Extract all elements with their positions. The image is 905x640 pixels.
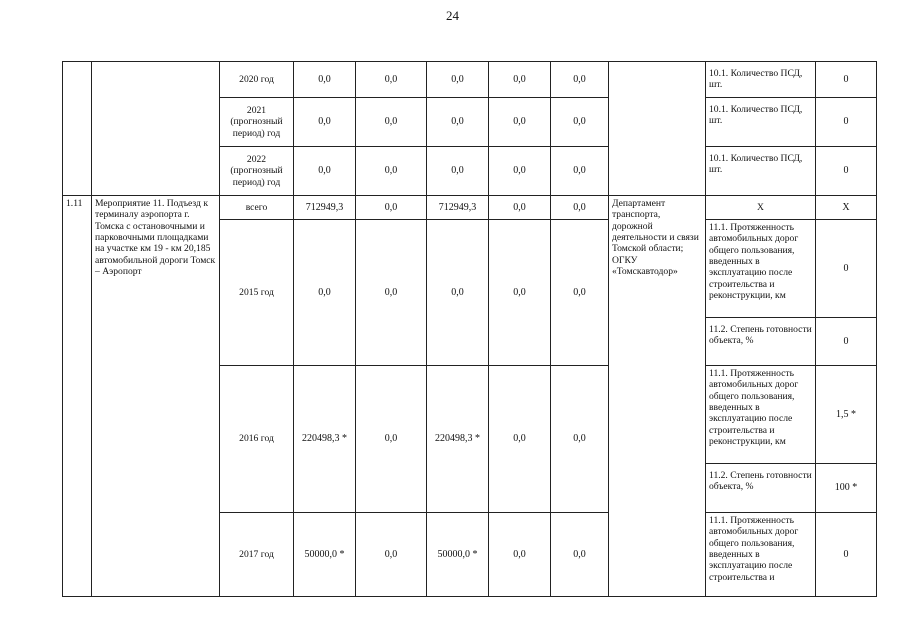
value-cell: 0,0	[356, 62, 427, 98]
value-cell: 220498,3 *	[294, 366, 356, 513]
number-cell-empty	[63, 62, 92, 196]
indicator-value-cell: 0	[816, 147, 877, 196]
year-cell: 2020 год	[220, 62, 294, 98]
measure-name-cell: Мероприятие 11. Подъезд к терминалу аэропорта г. Томска с остановочными и парковочными площадками на участке км 19 - км 20,185 автомобильной дороги Томск – Аэропорт	[92, 196, 220, 597]
indicator-value-cell: Х	[816, 196, 877, 220]
executor-cell: Департамент транспорта, дорожной деятельности и связи Томской области; ОГКУ «Томскавтодор»	[609, 196, 706, 597]
indicator-value-cell: 0	[816, 513, 877, 597]
value-cell: 0,0	[427, 98, 489, 147]
value-cell: 0,0	[551, 366, 609, 513]
year-cell: 2022 (прогнозный период) год	[220, 147, 294, 196]
table-row	[63, 62, 877, 98]
indicator-value-cell: 1,5 *	[816, 366, 877, 464]
indicator-cell: 10.1. Количество ПСД, шт.	[706, 98, 816, 147]
value-cell: 0,0	[551, 513, 609, 597]
year-cell: 2021 (прогнозный период) год	[220, 98, 294, 147]
indicator-cell: 11.2. Степень готовности объекта, %	[706, 464, 816, 513]
value-cell: 0,0	[427, 147, 489, 196]
year-cell: 2015 год	[220, 220, 294, 366]
value-cell: 0,0	[551, 147, 609, 196]
indicator-cell: 11.1. Протяженность автомобильных дорог общего пользования, введенных в эксплуатацию после строительства и реконструкции, км	[706, 366, 816, 464]
value-cell: 0,0	[427, 220, 489, 366]
value-cell: 0,0	[294, 220, 356, 366]
measure-number-cell: 1.11	[63, 196, 92, 597]
page-number: 24	[446, 8, 459, 23]
indicator-cell: 10.1. Количество ПСД, шт.	[706, 147, 816, 196]
value-cell: 0,0	[551, 98, 609, 147]
value-cell: 220498,3 *	[427, 366, 489, 513]
indicator-cell: 11.1. Протяженность автомобильных дорог общего пользования, введенных в эксплуатацию после строительства и реконструкции, км	[706, 220, 816, 318]
indicator-value-cell: 0	[816, 318, 877, 366]
value-cell: 0,0	[294, 98, 356, 147]
value-cell: 50000,0 *	[294, 513, 356, 597]
indicator-cell: Х	[706, 196, 816, 220]
value-cell: 0,0	[489, 366, 551, 513]
value-cell: 0,0	[356, 513, 427, 597]
value-cell: 0,0	[294, 62, 356, 98]
year-cell: 2016 год	[220, 366, 294, 513]
value-cell: 0,0	[356, 196, 427, 220]
executor-cell-empty	[609, 62, 706, 196]
indicator-value-cell: 0	[816, 62, 877, 98]
value-cell: 0,0	[489, 220, 551, 366]
value-cell: 0,0	[294, 147, 356, 196]
indicator-cell: 10.1. Количество ПСД, шт.	[706, 62, 816, 98]
value-cell: 50000,0 *	[427, 513, 489, 597]
value-cell: 0,0	[489, 513, 551, 597]
value-cell: 0,0	[356, 366, 427, 513]
table-row	[63, 196, 877, 220]
value-cell: 0,0	[356, 147, 427, 196]
value-cell: 0,0	[489, 98, 551, 147]
value-cell: 712949,3	[427, 196, 489, 220]
indicator-value-cell: 0	[816, 98, 877, 147]
value-cell: 0,0	[356, 220, 427, 366]
indicator-value-cell: 100 *	[816, 464, 877, 513]
name-cell-empty	[92, 62, 220, 196]
value-cell: 0,0	[551, 62, 609, 98]
value-cell: 0,0	[489, 62, 551, 98]
program-measures-table	[62, 61, 877, 597]
value-cell: 712949,3	[294, 196, 356, 220]
value-cell: 0,0	[551, 220, 609, 366]
year-cell: всего	[220, 196, 294, 220]
value-cell: 0,0	[551, 196, 609, 220]
year-cell: 2017 год	[220, 513, 294, 597]
indicator-cell: 11.1. Протяженность автомобильных дорог общего пользования, введенных в эксплуатацию после строительства и	[706, 513, 816, 597]
indicator-value-cell: 0	[816, 220, 877, 318]
value-cell: 0,0	[356, 98, 427, 147]
value-cell: 0,0	[427, 62, 489, 98]
value-cell: 0,0	[489, 196, 551, 220]
value-cell: 0,0	[489, 147, 551, 196]
indicator-cell: 11.2. Степень готовности объекта, %	[706, 318, 816, 366]
